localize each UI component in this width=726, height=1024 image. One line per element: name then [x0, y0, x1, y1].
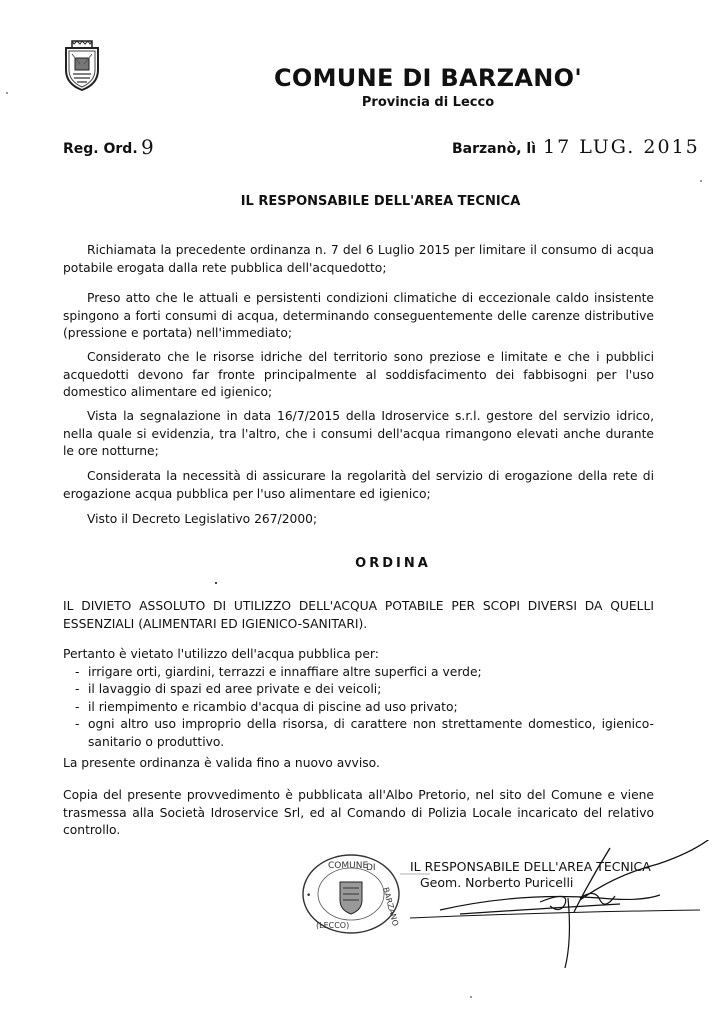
scan-speck: [215, 582, 217, 584]
list-item: - il riempimento e ricambio d'acqua di piscine ad uso privato;: [63, 699, 654, 717]
list: [63, 664, 654, 752]
handwritten-signature-icon: [400, 840, 720, 970]
order-heading: ORDINA: [355, 556, 431, 571]
list-item: - ogni altro uso improprio della risorsa, di carattere non strettamente domestico, igienico-sanitario o produttivo.: [63, 716, 654, 751]
svg-text:•: •: [306, 891, 312, 901]
premise-paragraph: Preso atto che le attuali e persistenti condizioni climatiche di eccezionale caldo insistente spingono a forti consumi di acqua, determinando conseguentemente delle carenze distributive (pressione e portata) nell'immediato;: [63, 291, 654, 340]
svg-text:DI: DI: [366, 863, 376, 873]
scan-speck: [470, 996, 472, 998]
prohibition-text: IL DIVIETO ASSOLUTO DI UTILIZZO DELL'ACQUA POTABILE PER SCOPI DIVERSI DA QUELLI ESSENZIALI (ALIMENTARI ED IGIENICO-SANITARI).: [63, 599, 654, 631]
scan-speck: [700, 180, 702, 182]
place-label: Barzanò, lì: [452, 141, 536, 157]
official-stamp-icon: [300, 852, 402, 936]
section-heading: IL RESPONSABILE DELL'AREA TECNICA: [240, 194, 521, 209]
svg-text:BARZANO: BARZANO: [381, 886, 401, 928]
premise-paragraph: Visto il Decreto Legislativo 267/2000;: [87, 512, 318, 526]
premise-paragraph: Vista la segnalazione in data 16/7/2015 della Idroservice s.r.l. gestore del servizio idrico, nella quale si evidenzia, tra l'altro, che i consumi dell'acqua rimangono elevati anche durante le ore notturne;: [63, 409, 654, 458]
signatory-role: IL RESPONSABILE DELL'AREA TECNICA: [410, 859, 651, 874]
reg-number: 9: [141, 135, 154, 159]
premise-paragraph: Richiamata la precedente ordinanza n. 7 del 6 Luglio 2015 per limitare il consumo di acqua potabile erogata dalla rete pubblica dell'acquedotto;: [63, 243, 654, 275]
validity-text: La presente ordinanza è valida fino a nuovo avviso.: [63, 756, 380, 770]
date-stamp: 17 LUG. 2015: [543, 136, 700, 158]
signatory-name: Geom. Norberto Puricelli: [420, 875, 574, 890]
list-item: - irrigare orti, giardini, terrazzi e innaffiare altre superfici a verde;: [63, 664, 654, 682]
list-item: - il lavaggio di spazi ed aree private e dei veicoli;: [63, 681, 654, 699]
prohibition-list: [63, 646, 654, 751]
reg-label: Reg. Ord.: [63, 141, 138, 157]
premise-paragraph: Considerata la necessità di assicurare la regolarità del servizio di erogazione della rete di erogazione acqua pubblica per l'uso alimentare ed igienico;: [63, 469, 654, 501]
svg-text:COMUNE: COMUNE: [328, 861, 369, 871]
page-subtitle: Provincia di Lecco: [361, 95, 495, 110]
scan-speck: [6, 92, 8, 94]
list-intro: Pertanto è vietato l'utilizzo dell'acqua pubblica per:: [63, 647, 379, 661]
svg-text:(LECCO): (LECCO): [316, 921, 350, 930]
page-title: COMUNE DI BARZANO': [274, 64, 582, 92]
publication-text: Copia del presente provvedimento è pubblicata all'Albo Pretorio, nel sito del Comune e viene trasmessa alla Società Idroservice Srl, ed al Comando di Polizia Locale incaricato del relativo controllo.: [63, 788, 654, 837]
premise-paragraph: Considerato che le risorse idriche del territorio sono preziose e limitate e che i pubblici acquedotti devono far fronte principalmente al soddisfacimento dei fabbisogni per l'uso domestico alimentare ed igienico;: [63, 350, 654, 399]
